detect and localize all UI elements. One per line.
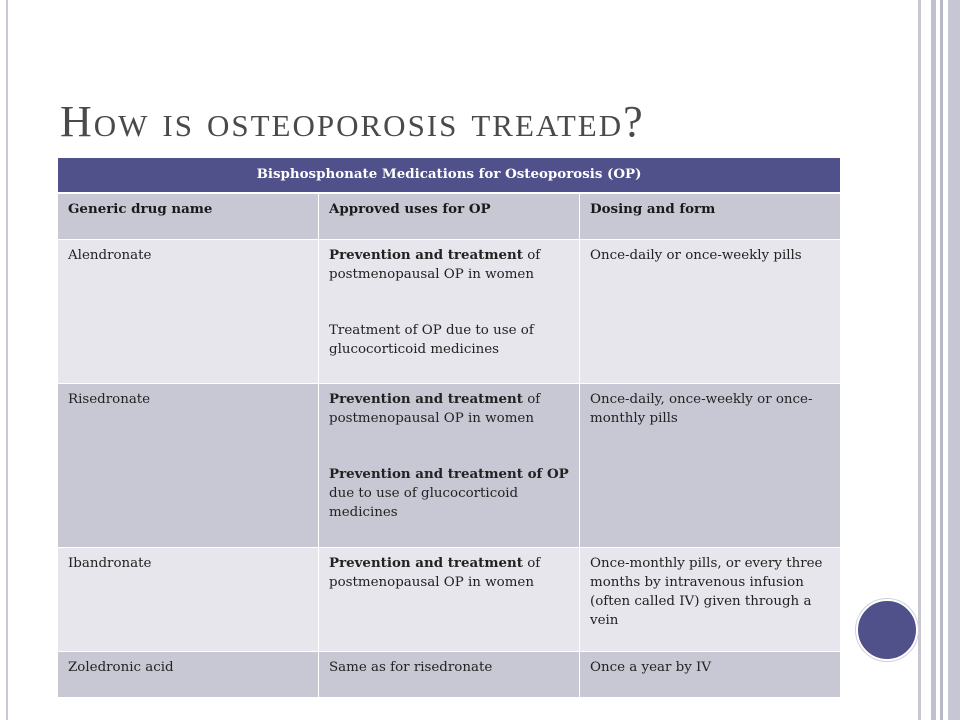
header-approved-uses: Approved uses for OP [319, 193, 580, 239]
uses-bold-text: Prevention and treatment [329, 246, 523, 263]
uses-paragraph [329, 465, 569, 522]
medications-table [57, 157, 841, 698]
uses-paragraph [329, 390, 569, 428]
table-row [58, 547, 841, 651]
uses-text: due to use of glucocorticoid medicines [329, 485, 519, 520]
uses-text: Treatment of OP due to use of glucocorticoid medicines [329, 322, 534, 357]
header-dosing-and-form: Dosing and form [580, 193, 841, 239]
frame-bar [918, 0, 921, 720]
approved-uses-cell [319, 239, 580, 383]
table-caption-row [58, 158, 841, 194]
right-frame-bars [918, 0, 960, 720]
drug-name-cell: Alendronate [58, 239, 319, 383]
drug-name-cell: Ibandronate [58, 547, 319, 651]
table-header-row [58, 193, 841, 239]
approved-uses-cell [319, 383, 580, 547]
frame-bar [940, 0, 943, 720]
approved-uses-cell [319, 547, 580, 651]
table-row [58, 383, 841, 547]
uses-paragraph [329, 246, 569, 284]
dosing-cell: Once a year by IV [580, 651, 841, 697]
drug-name-cell: Risedronate [58, 383, 319, 547]
table-row [58, 651, 841, 697]
dosing-cell: Once-daily or once-weekly pills [580, 239, 841, 383]
decorative-circle [856, 599, 918, 661]
uses-text: of postmenopausal OP in women [329, 555, 541, 590]
uses-bold-text: Prevention and treatment of OP [329, 465, 569, 482]
drug-name-cell: Zoledronic acid [58, 651, 319, 697]
frame-bar [931, 0, 936, 720]
dosing-cell: Once-monthly pills, or every three months by intravenous infusion (often called IV) given through a vein [580, 547, 841, 651]
table-row [58, 239, 841, 383]
uses-bold-text: Prevention and treatment [329, 554, 523, 571]
uses-text: of postmenopausal OP in women [329, 247, 541, 282]
left-frame-line [6, 0, 8, 720]
uses-text: of postmenopausal OP in women [329, 391, 541, 426]
uses-bold-text: Prevention and treatment [329, 390, 523, 407]
dosing-cell: Once-daily, once-weekly or once-monthly pills [580, 383, 841, 547]
uses-paragraph [329, 321, 569, 359]
table-caption: Bisphosphonate Medications for Osteoporosis (OP) [58, 158, 841, 194]
frame-bar [948, 0, 960, 720]
header-generic-drug-name: Generic drug name [58, 193, 319, 239]
slide-title: How is osteoporosis treated? [60, 97, 645, 146]
approved-uses-cell: Same as for risedronate [319, 651, 580, 697]
uses-paragraph [329, 554, 569, 592]
